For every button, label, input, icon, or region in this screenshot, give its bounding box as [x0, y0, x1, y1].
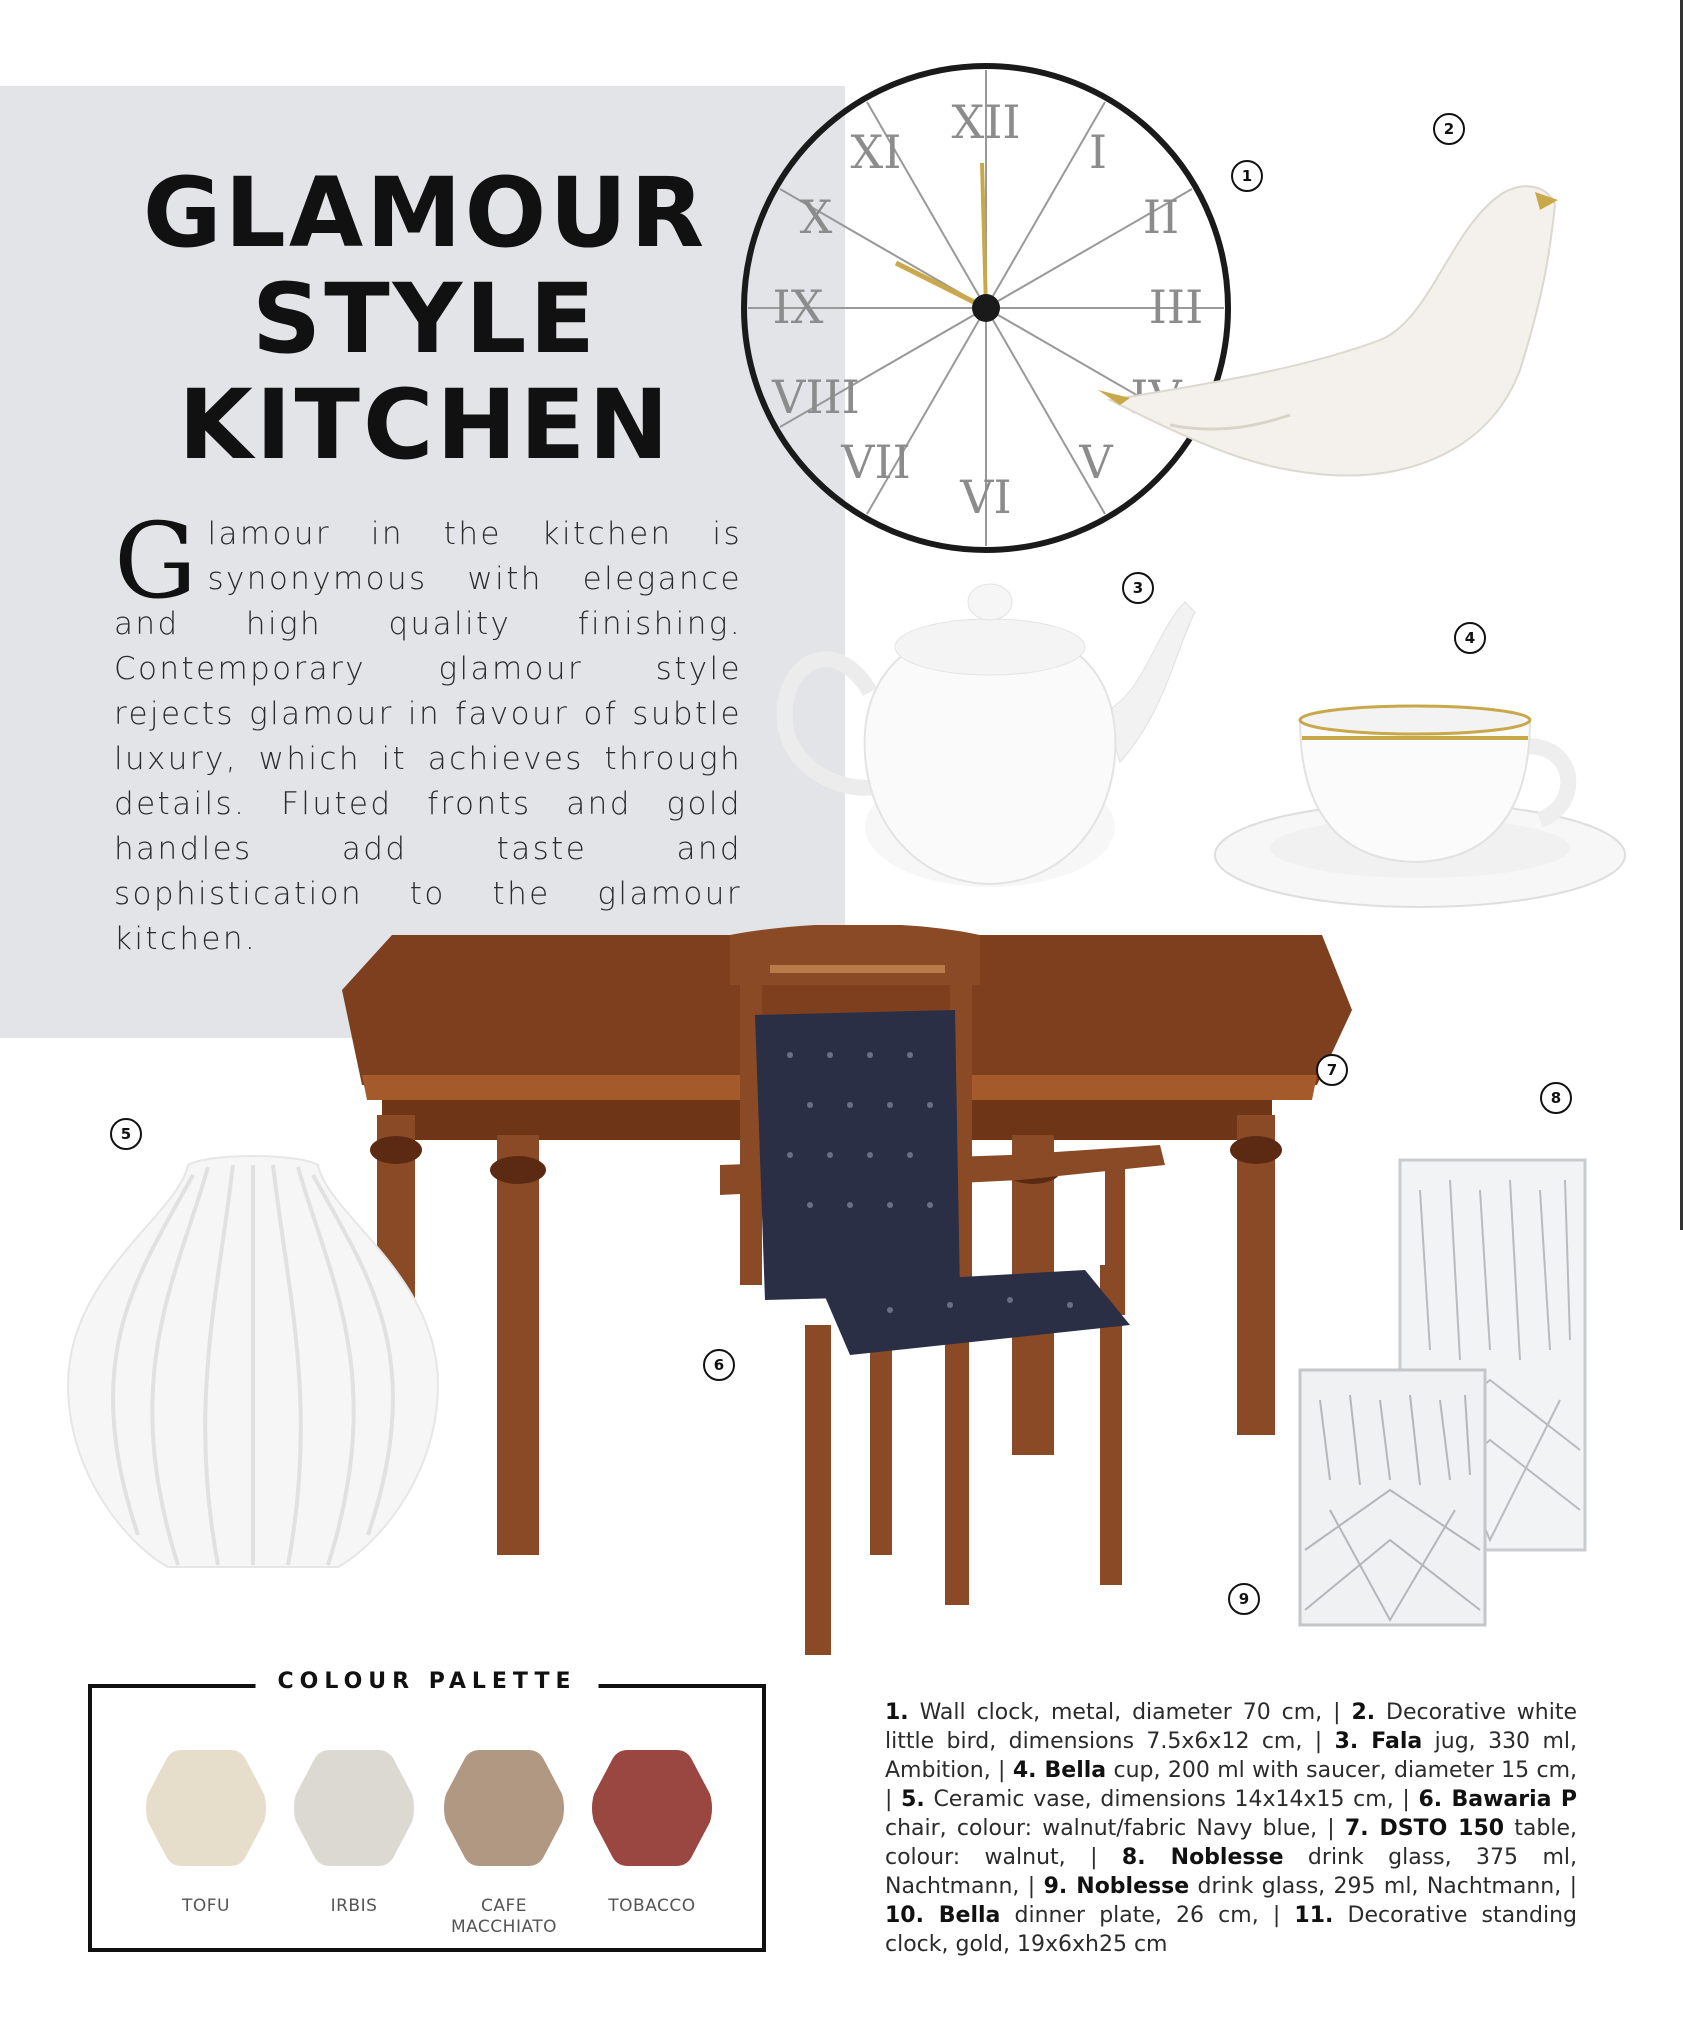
swatch-cafe-macchiato-color	[442, 1746, 566, 1870]
title-line-1: GLAMOUR	[142, 157, 708, 269]
swatch-tofu	[144, 1746, 268, 1917]
spec-item	[885, 1903, 1259, 1928]
swatch-tobacco	[590, 1746, 714, 1917]
intro-text: lamour in the kitchen is synonymous with elegance and high quality finishing. Contemporary glamour style rejects glamour in favour of subtle luxury, which it achieves through details. Fluted fronts and gold handles add taste and sophistication to the glamour kitchen.	[114, 516, 742, 957]
item-badge-7: 7	[1316, 1054, 1348, 1086]
item-badge-1: 1	[1231, 160, 1263, 192]
swatch-tofu-label: TOFU	[182, 1896, 230, 1916]
svg-text:I: I	[1088, 125, 1108, 179]
svg-text:III: III	[1148, 280, 1204, 334]
swatch-tobacco-color	[590, 1746, 714, 1870]
spec-item-description: chair, colour: walnut/fabric Navy blue,	[885, 1816, 1318, 1841]
spec-item-number: 7. DSTO 150	[1344, 1816, 1505, 1841]
spec-item-description: drink glass, 375 ml, Nachtmann,	[885, 1845, 1577, 1899]
swatch-irbis-label: IRBIS	[330, 1896, 378, 1916]
spec-item-description: dinner plate, 26 cm,	[1000, 1903, 1259, 1928]
spec-item-number: 10. Bella	[885, 1903, 1001, 1928]
colour-palette-title: COLOUR PALETTE	[256, 1669, 599, 1694]
svg-text:V: V	[1079, 435, 1113, 489]
spec-item-number: 9. Noblesse	[1043, 1874, 1190, 1899]
spec-item-description: jug, 330 ml, Ambition,	[885, 1729, 1577, 1783]
svg-text:II: II	[1142, 190, 1180, 244]
svg-text:VIII: VIII	[772, 370, 860, 424]
item-badge-5: 5	[110, 1118, 142, 1150]
item-badge-8: 8	[1540, 1082, 1572, 1114]
spec-item-number: 1.	[885, 1700, 909, 1725]
item-badge-2: 2	[1433, 113, 1465, 145]
product-specifications: 1. Wall clock, metal, diameter 70 cm, | 2. Decorative white little bird, dimensions 7.5x6x12 cm, | 3. Fala jug, 330 ml, Ambition, | 4. Bella cup, 200 ml with saucer, diameter 15 cm, | 5. Ceramic vase, dimensions 14x14x15 cm, | 6. Bawaria P chair, colour: walnut/fabric Navy blue, | 7. DSTO 150 table, colour: walnut, | 8. Noblesse drink glass, 375 ml, Nachtmann, | 9. Noblesse drink glass, 295 ml, Nachtmann, | 10. Bella dinner plate, 26 cm, | 11. Decorative standing clock, gold, 19x6xh25 cm	[885, 1700, 1578, 1957]
spec-item	[885, 1700, 1322, 1725]
svg-text:XII: XII	[951, 95, 1021, 149]
svg-text:IX: IX	[772, 280, 824, 334]
swatch-cafe-macchiato-label: CAFE MACCHIATO	[450, 1896, 558, 1937]
swatch-tobacco-label: TOBACCO	[608, 1896, 696, 1916]
swatch-tofu-color	[144, 1746, 268, 1870]
page-title	[80, 157, 770, 481]
armchair-image	[710, 925, 1180, 1685]
spec-item-description: drink glass, 295 ml, Nachtmann,	[1189, 1874, 1562, 1899]
decorative-bird-image	[1080, 170, 1560, 500]
spec-item	[901, 1787, 1394, 1812]
spec-item-number: 3. Fala	[1334, 1729, 1423, 1754]
intro-paragraph	[114, 500, 742, 962]
svg-text:X: X	[799, 190, 833, 244]
spec-item-number: 2.	[1351, 1700, 1376, 1725]
colour-palette-box	[88, 1669, 766, 1952]
teapot-image	[775, 572, 1245, 902]
swatch-irbis	[292, 1746, 416, 1917]
title-line-2: STYLE	[252, 263, 598, 375]
spec-item-number: 6. Bawaria P	[1418, 1787, 1577, 1812]
svg-text:VII: VII	[841, 435, 911, 489]
spec-item-description: Decorative white little bird, dimensions 7.5x6x12 cm,	[885, 1700, 1578, 1754]
spec-item-description: Ceramic vase, dimensions 14x14x15 cm,	[924, 1787, 1394, 1812]
swatch-irbis-color	[292, 1746, 416, 1870]
spec-item-number: 5.	[901, 1787, 925, 1812]
ceramic-vase-image	[58, 1155, 448, 1575]
spec-item	[1044, 1874, 1562, 1899]
intro-dropcap: G	[114, 500, 200, 622]
svg-text:VI: VI	[960, 470, 1012, 524]
item-badge-9: 9	[1228, 1583, 1260, 1615]
crystal-glasses-image	[1290, 1150, 1590, 1630]
spec-item-description: cup, 200 ml with saucer, diameter 15 cm,	[1106, 1758, 1577, 1783]
spec-item-number: 11.	[1294, 1903, 1334, 1928]
item-badge-3: 3	[1122, 572, 1154, 604]
spec-item-description: table, colour: walnut,	[885, 1816, 1577, 1870]
swatch-cafe-macchiato	[442, 1746, 566, 1938]
svg-text:XI: XI	[850, 125, 902, 179]
item-badge-6: 6	[703, 1349, 735, 1381]
spec-item-number: 4. Bella	[1012, 1758, 1107, 1783]
spec-item-number: 8. Noblesse	[1121, 1845, 1284, 1870]
title-line-3: KITCHEN	[178, 369, 672, 481]
cup-and-saucer-image	[1210, 690, 1630, 910]
spec-item	[1013, 1758, 1577, 1783]
item-badge-4: 4	[1454, 622, 1486, 654]
spec-item-description: Decorative standing clock, gold, 19x6xh25 cm	[885, 1903, 1577, 1957]
spec-item-description: Wall clock, metal, diameter 70 cm,	[908, 1700, 1323, 1725]
